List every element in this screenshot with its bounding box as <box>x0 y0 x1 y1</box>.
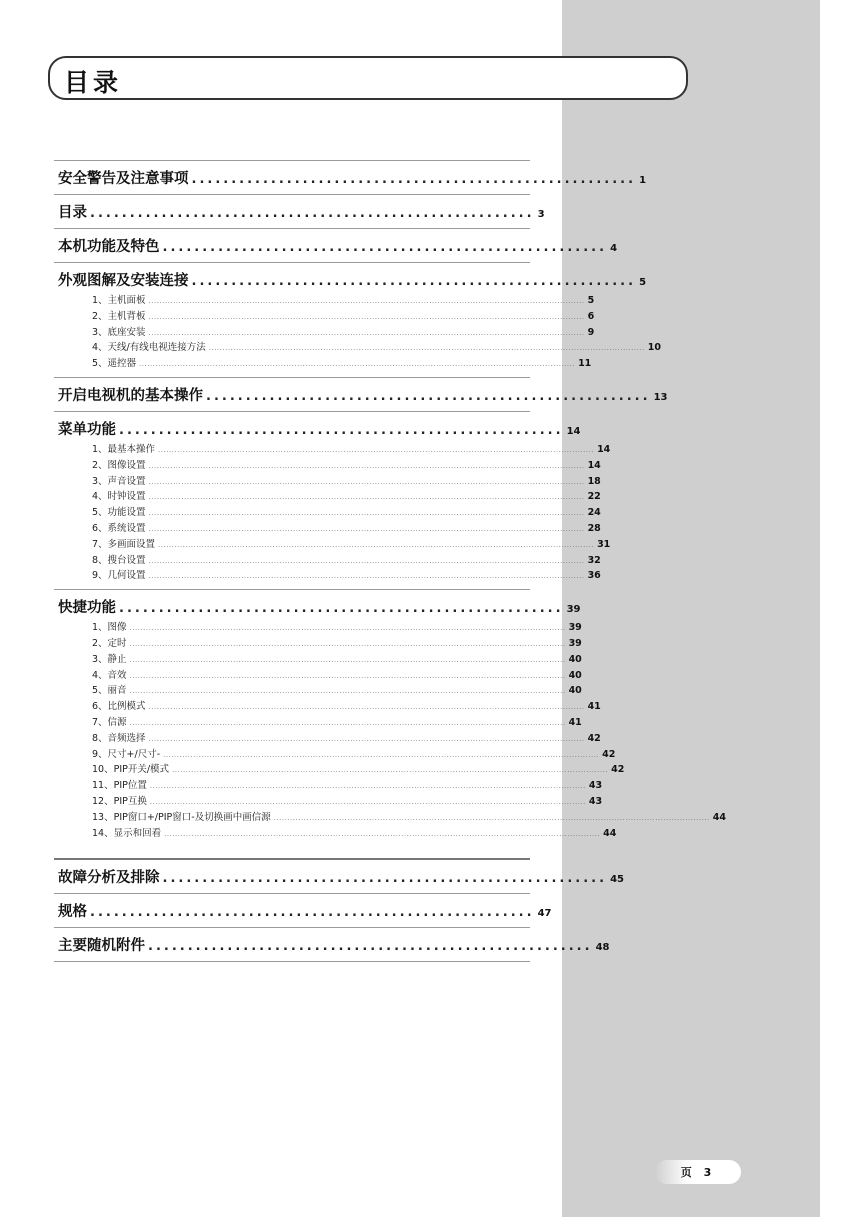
dot-leader: ........................................................ <box>191 274 637 289</box>
toc-subentry-page: 5 <box>587 295 595 306</box>
toc-subentry-page: 9 <box>587 326 595 338</box>
toc-subentry-page: 42 <box>611 764 625 776</box>
dot-leader: ................................................................................................................................................................ <box>148 312 585 321</box>
toc-entry-title: 快捷功能 <box>58 600 116 617</box>
dot-leader: ................................................................................................................................................................ <box>148 509 585 518</box>
toc-subentry-title: 1、图像 <box>92 622 127 634</box>
dot-leader: ................................................................................................................................................................ <box>158 445 595 454</box>
toc-subentry-title: 4、时钟设置 <box>92 491 146 503</box>
toc-entry[interactable] <box>58 420 581 440</box>
toc-section <box>54 589 726 846</box>
dot-leader: ................................................................................................................................................................ <box>149 782 586 791</box>
dot-leader: ................................................................................................................................................................ <box>129 639 566 648</box>
toc-subentry-title: 4、音效 <box>92 669 127 681</box>
toc-subentry-page: 42 <box>602 748 616 760</box>
dot-leader: ................................................................................................................................................................ <box>164 829 601 838</box>
toc-entry-page: 5 <box>639 277 647 288</box>
dot-leader: ................................................................................................................................................................ <box>148 297 585 305</box>
toc-subentry-page: 31 <box>597 538 611 550</box>
toc-subentry-title: 1、主机面板 <box>92 295 146 306</box>
dot-leader: ........................................................ <box>191 172 637 187</box>
toc-entry-title: 安全警告及注意事项 <box>58 171 189 187</box>
toc-section <box>54 377 668 411</box>
page-number: 页 3 <box>680 1166 716 1179</box>
toc-subentry-title: 7、多画面设置 <box>92 538 156 550</box>
toc-subentry[interactable] <box>58 458 601 474</box>
toc-subentry-page: 43 <box>588 795 603 807</box>
title-box <box>48 56 688 100</box>
toc-subentry-title: 9、尺寸+/尺寸- <box>92 748 161 760</box>
toc-subentry-page: 39 <box>568 637 582 649</box>
dot-leader: ................................................................................................................................................................ <box>172 766 609 775</box>
toc-subentry-page: 36 <box>587 570 601 582</box>
toc-subentry[interactable] <box>58 309 595 325</box>
toc-subentry-title: 6、比例模式 <box>92 701 146 713</box>
toc-subentry[interactable] <box>58 636 582 652</box>
toc-entry[interactable] <box>58 598 581 618</box>
toc-entry-title: 本机功能及特色 <box>58 239 160 255</box>
toc-subentry-title: 7、信源 <box>92 716 127 728</box>
toc-entry-title: 菜单功能 <box>58 421 116 438</box>
toc-subentry-title: 4、天线/有线电视连接方法 <box>92 342 206 354</box>
toc-subentry-page: 6 <box>587 310 595 322</box>
toc-entry-page: 39 <box>566 604 581 616</box>
toc-entry-page: 45 <box>610 874 624 886</box>
toc-entry[interactable] <box>58 169 647 189</box>
toc-entry[interactable] <box>58 936 610 956</box>
toc-subentry-page: 40 <box>568 669 582 681</box>
toc-section <box>54 411 611 589</box>
toc-subentry-title: 8、搜台设置 <box>92 554 146 566</box>
toc-entry-page: 48 <box>595 942 610 954</box>
toc-subentry-page: 22 <box>587 491 601 503</box>
toc-section <box>54 893 552 927</box>
toc-subentry[interactable] <box>58 325 595 341</box>
dot-leader: ........................................................ <box>162 871 608 887</box>
toc-subentry-title: 9、几何设置 <box>92 570 146 582</box>
toc-subentry[interactable] <box>58 474 601 490</box>
toc-subentry-page: 14 <box>587 459 601 471</box>
toc-subentry-page: 18 <box>587 475 601 487</box>
table-of-contents <box>54 160 726 962</box>
toc-entry-title: 主要随机附件 <box>58 938 145 955</box>
toc-subentry[interactable] <box>58 683 582 699</box>
toc-subentry[interactable] <box>58 826 617 842</box>
toc-subentry-title: 11、PIP位置 <box>92 780 147 792</box>
dot-leader: ................................................................................................................................................................ <box>129 718 566 727</box>
toc-entry-page: 4 <box>610 243 618 254</box>
toc-subentry-title: 13、PIP窗口+/PIP窗口-及切换画中画信源 <box>92 811 271 823</box>
toc-section <box>54 858 624 893</box>
toc-entry-title: 外观图解及安装连接 <box>58 273 189 289</box>
toc-subentry[interactable] <box>58 568 601 584</box>
toc-subentry-page: 41 <box>568 716 582 728</box>
toc-subentry-page: 44 <box>712 811 726 823</box>
dot-leader: ................................................................................................................................................................ <box>148 477 585 486</box>
toc-entry[interactable] <box>58 902 552 922</box>
toc-subentry[interactable] <box>58 778 603 794</box>
toc-subentry-title: 6、系统设置 <box>92 522 146 534</box>
dot-leader: ................................................................................................................................................................ <box>148 461 585 470</box>
dot-leader: ................................................................................................................................................................ <box>148 572 585 581</box>
toc-entry-title: 规格 <box>58 904 87 921</box>
toc-subentry-title: 10、PIP开关/模式 <box>92 764 170 776</box>
toc-subentry-page: 43 <box>588 780 603 792</box>
toc-section <box>54 228 618 262</box>
toc-subentry-page: 40 <box>568 653 582 665</box>
dot-leader: ................................................................................................................................................................ <box>163 750 600 759</box>
toc-subentry-page: 28 <box>587 522 601 534</box>
toc-subentry[interactable] <box>58 489 601 505</box>
page-number-badge <box>655 1160 741 1184</box>
toc-subentry-title: 3、底座安装 <box>92 326 146 338</box>
toc-entry[interactable] <box>58 271 647 291</box>
toc-subentry-page: 32 <box>587 554 601 566</box>
toc-subentry-title: 2、图像设置 <box>92 459 146 471</box>
toc-entry-page: 14 <box>566 425 581 437</box>
toc-subentry-page: 41 <box>587 701 601 713</box>
dot-leader: ........................................................ <box>90 905 535 921</box>
toc-subentry-title: 3、声音设置 <box>92 475 146 487</box>
toc-subentry-page: 44 <box>603 827 617 839</box>
toc-subentry[interactable] <box>58 521 601 537</box>
toc-subsection-list <box>58 442 611 584</box>
dot-leader: ........................................................ <box>148 939 593 955</box>
toc-entry-title: 故障分析及排除 <box>58 870 160 887</box>
toc-subentry-page: 24 <box>587 507 601 519</box>
dot-leader: ........................................................ <box>119 601 564 617</box>
toc-subentry[interactable] <box>58 794 603 810</box>
dot-leader: ................................................................................................................................................................ <box>139 360 576 369</box>
toc-subentry[interactable] <box>58 668 582 684</box>
toc-subentry-page: 14 <box>597 443 611 455</box>
toc-subentry[interactable] <box>58 699 601 715</box>
dot-leader: ................................................................................................................................................................ <box>148 703 585 712</box>
toc-subentry[interactable] <box>58 715 582 731</box>
dot-leader: ................................................................................................................................................................ <box>129 655 566 664</box>
toc-subentry[interactable] <box>58 652 582 668</box>
toc-subsection-list <box>58 620 726 841</box>
toc-section <box>54 194 545 228</box>
dot-leader: ........................................................ <box>119 422 564 438</box>
toc-entry-page: 47 <box>537 908 552 920</box>
toc-section <box>54 927 610 962</box>
toc-subentry-page: 40 <box>568 685 582 697</box>
toc-subsection-list <box>58 293 661 372</box>
toc-subentry-title: 2、主机背板 <box>92 310 146 322</box>
toc-entry-page: 1 <box>639 175 647 186</box>
toc-subentry[interactable] <box>58 505 601 521</box>
toc-entry[interactable] <box>58 237 618 257</box>
toc-subentry[interactable] <box>58 747 616 763</box>
toc-subentry[interactable] <box>58 537 611 553</box>
toc-subentry-title: 1、最基本操作 <box>92 443 156 455</box>
toc-entry[interactable] <box>58 386 668 406</box>
dot-leader: ................................................................................................................................................................ <box>148 556 585 565</box>
dot-leader: ................................................................................................................................................................ <box>129 687 566 696</box>
dot-leader: ................................................................................................................................................................ <box>149 797 586 806</box>
toc-subentry-title: 3、静止 <box>92 653 127 665</box>
toc-entry[interactable] <box>58 203 545 223</box>
dot-leader: ................................................................................................................................................................ <box>148 734 585 743</box>
toc-subentry-page: 10 <box>647 342 661 354</box>
toc-subentry-title: 5、功能设置 <box>92 507 146 519</box>
toc-entry[interactable] <box>58 868 624 888</box>
dot-leader: ........................................................ <box>206 388 651 404</box>
toc-section <box>54 160 647 194</box>
toc-entry-page: 3 <box>537 209 545 220</box>
dot-leader: ................................................................................................................................................................ <box>129 671 566 680</box>
toc-subentry[interactable] <box>58 340 661 356</box>
dot-leader: ................................................................................................................................................................ <box>129 624 566 633</box>
toc-subentry-page: 11 <box>578 358 592 370</box>
toc-section <box>54 262 661 377</box>
toc-entry-title: 目录 <box>58 205 87 221</box>
dot-leader: ................................................................................................................................................................ <box>273 813 710 822</box>
toc-subentry-title: 14、显示和回看 <box>92 827 162 839</box>
toc-subentry[interactable] <box>58 810 726 826</box>
toc-subentry-title: 12、PIP互换 <box>92 795 147 807</box>
toc-subentry[interactable] <box>58 553 601 569</box>
dot-leader: ................................................................................................................................................................ <box>208 344 645 353</box>
toc-subentry-title: 8、音频选择 <box>92 732 146 744</box>
dot-leader: ................................................................................................................................................................ <box>158 540 595 549</box>
toc-subentry[interactable] <box>58 442 611 458</box>
page-title: 目录 <box>64 68 123 97</box>
toc-subentry-title: 2、定时 <box>92 637 127 649</box>
toc-subentry-title: 5、遥控器 <box>92 358 137 370</box>
toc-subentry[interactable] <box>58 731 601 747</box>
toc-subentry-page: 42 <box>587 732 601 744</box>
toc-subentry-title: 5、丽音 <box>92 685 127 697</box>
dot-leader: ................................................................................................................................................................ <box>148 328 585 337</box>
toc-subentry-page: 39 <box>568 622 582 634</box>
dot-leader: ................................................................................................................................................................ <box>148 524 585 533</box>
toc-subentry[interactable] <box>58 356 592 372</box>
dot-leader: ........................................................ <box>162 240 608 255</box>
toc-subentry[interactable] <box>58 293 595 309</box>
dot-leader: ........................................................ <box>90 206 535 221</box>
dot-leader: ................................................................................................................................................................ <box>148 493 585 502</box>
toc-entry-title: 开启电视机的基本操作 <box>58 387 203 404</box>
toc-subentry[interactable] <box>58 620 582 636</box>
toc-entry-page: 13 <box>653 391 668 403</box>
toc-subentry[interactable] <box>58 762 625 778</box>
